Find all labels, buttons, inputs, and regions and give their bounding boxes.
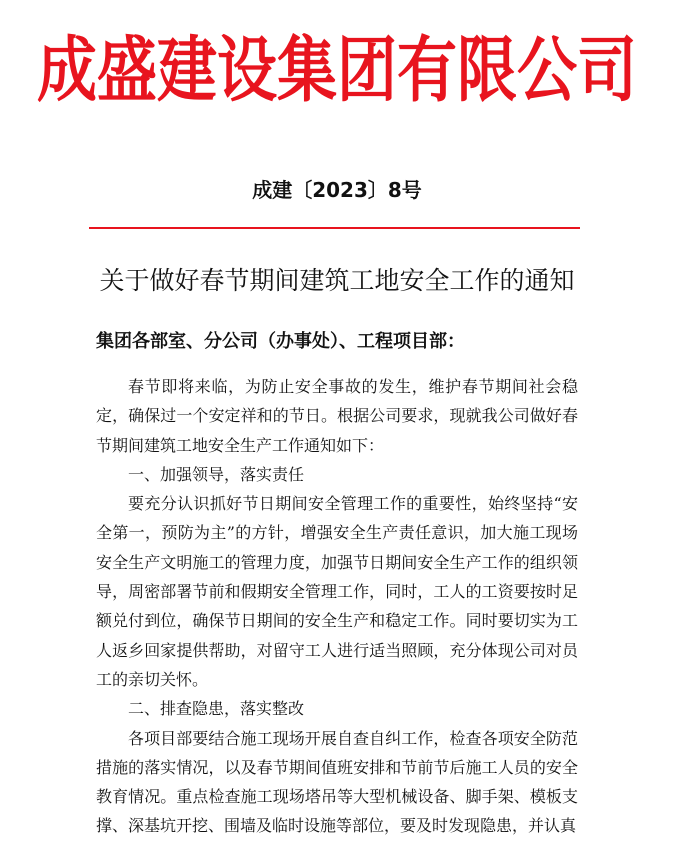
intro-paragraph: 春节即将来临，为防止安全事故的发生，维护春节期间社会稳定，确保过一个安定祥和的节日。根据公司要求，现就我公司做好春节期间建筑工地安全生产工作通知如下： — [96, 377, 578, 455]
red-divider-line — [89, 227, 580, 229]
section-1-paragraph: 要充分认识抓好节日期间安全管理工作的重要性，始终坚持“安全第一，预防为主”的方针，增强安全生产责任意识，加大施工现场安全生产文明施工的管理力度，加强节日期间安全生产工作的组织领导，周密部署节前和假期安全管理工作，同时，工人的工资要按时足额兑付到位，确保节日期间的安全生产和稳定工作。同时要切实为工人返乡回家提供帮助，对留守工人进行适当照顾，充分体现公司对员工的亲切关怀。 — [96, 494, 578, 689]
notice-title: 关于做好春节期间建筑工地安全工作的通知 — [99, 266, 575, 295]
notice-body — [96, 372, 578, 841]
section-2-paragraph: 各项目部要结合施工现场开展自查自纠工作，检查各项安全防范措施的落实情况，以及春节期间值班安排和节前节后施工人员的安全教育情况。重点检查施工现场塔吊等大型机械设备、脚手架、模板支撑、深基坑开挖、围墙及临时设施等部位，要及时发现隐患，并认真 — [96, 728, 578, 836]
organization-name: 成盛建设集团有限公司 — [37, 29, 637, 113]
section-2-heading: 二、排查隐患，落实整改 — [128, 699, 305, 719]
section-1-heading: 一、加强领导，落实责任 — [128, 464, 305, 484]
salutation: 集团各部室、分公司（办事处）、工程项目部： — [96, 331, 465, 352]
document-number: 成建〔2023〕8号 — [252, 178, 422, 202]
